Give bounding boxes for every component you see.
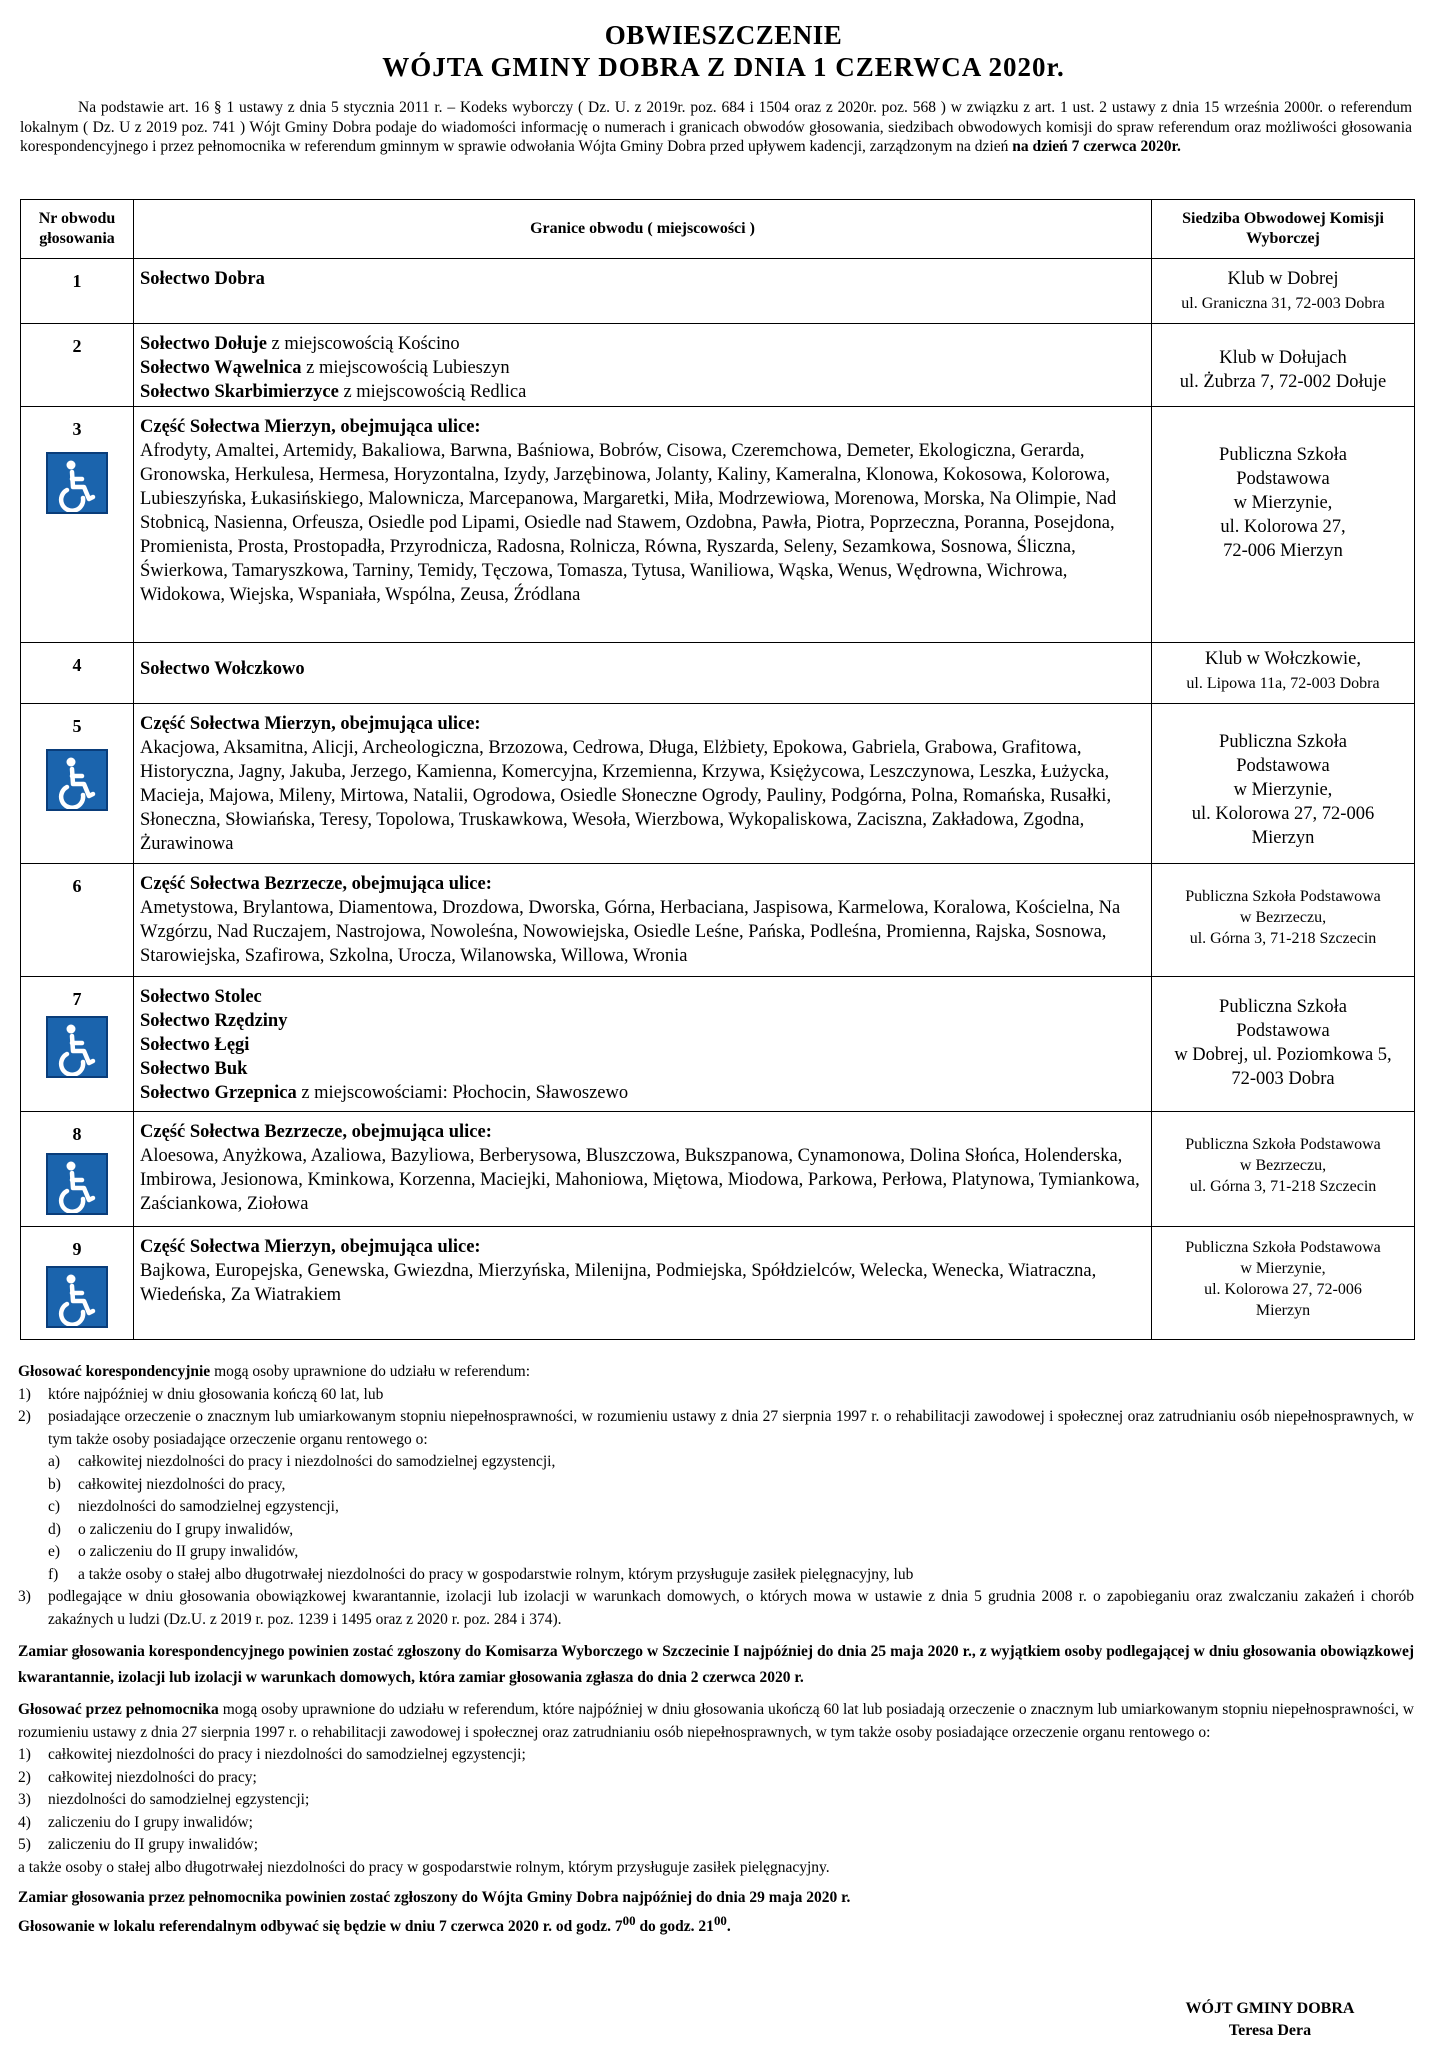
district-name: Sołectwo Wąwelnica <box>140 358 302 378</box>
table-row <box>21 1227 1415 1340</box>
table-row <box>21 407 1415 643</box>
seat-cell <box>1152 704 1414 858</box>
seat-line: Publiczna Szkoła <box>1219 997 1347 1017</box>
hours-text: do godz. 21 <box>635 1917 714 1935</box>
list-item <box>18 1541 1414 1564</box>
item-text: które najpóźniej w dniu głosowania kończą 60 lat, lub <box>48 1385 384 1403</box>
district-detail: z miejscowością Kościno <box>266 334 460 354</box>
table-row <box>21 259 1415 324</box>
header-boundaries: Granice obwodu ( miejscowości ) <box>134 200 1152 259</box>
seat-address: ul. Lipowa 11a, 72-003 Dobra <box>1186 675 1380 692</box>
lead-bold: Głosować korespondencyjnie <box>18 1363 211 1380</box>
seat-line: Publiczna Szkoła Podstawowa <box>1185 1136 1381 1153</box>
district-name: Sołectwo Dołuje <box>140 334 267 354</box>
seat-name: Klub w Wołczkowie, <box>1205 649 1361 669</box>
korespondencja-lead <box>18 1361 1414 1384</box>
district-detail: z miejscowością Redlica <box>338 382 527 402</box>
district-heading: Część Sołectwa Bezrzecze, obejmująca ulice: <box>140 1122 492 1142</box>
seat-line: 72-006 Mierzyn <box>1223 541 1343 561</box>
item-text: a także osoby o stałej albo długotrwałej niezdolności do pracy w gospodarstwie rolnym, którym przysługuje zasiłek pielęgnacyjny, lub <box>78 1565 914 1583</box>
seat-line: ul. Kolorowa 27, <box>1220 517 1346 537</box>
hours-sup: 00 <box>713 1912 727 1928</box>
header-nr: Nr obwodu głosowania <box>21 200 134 259</box>
table-row <box>21 643 1415 704</box>
item-number: 1) <box>18 1746 31 1763</box>
signature-name: Teresa Dera <box>1228 2022 1312 2039</box>
list-item <box>18 1789 1414 1812</box>
district-number: 9 <box>72 1239 82 1259</box>
korespondencja-deadline: Zamiar głosowania korespondencyjnego powinien zostać zgłoszony do Komisarza Wyborczego w Szczecinie I najpóźniej do dnia 25 maja 2020 r., z wyjątkiem osoby podlegającej w dniu głosowania obowiązkowej kwarantannie, izolacji lub izolacji w warunkach domowych, która zamiar głosowania zgłasza do dnia 2 czerwca 2020 r. <box>18 1643 1414 1686</box>
seat-line: Publiczna Szkoła <box>1219 732 1347 752</box>
seat-line: Publiczna Szkoła Podstawowa <box>1185 888 1381 905</box>
district-name: Sołectwo Skarbimierzyce <box>140 382 339 402</box>
seat-line: Mierzyn <box>1251 828 1315 848</box>
seat-cell <box>1152 643 1414 703</box>
seat-line: Podstawowa <box>1236 756 1330 776</box>
seat-line: Podstawowa <box>1236 1021 1330 1041</box>
pelnomocnik-lead <box>18 1699 1414 1744</box>
list-item <box>18 1744 1414 1767</box>
seat-line: ul. Górna 3, 71-218 Szczecin <box>1189 1178 1377 1195</box>
item-letter: c) <box>48 1498 61 1515</box>
seat-address: ul. Żubrza 7, 72-002 Dołuje <box>1179 372 1387 392</box>
seat-line: w Bezrzeczu, <box>1239 1157 1327 1174</box>
signature-block <box>1150 1998 1390 2042</box>
wheelchair-icon <box>46 1016 108 1078</box>
list-item <box>18 1406 1414 1451</box>
item-text: całkowitej niezdolności do pracy, <box>78 1475 286 1493</box>
street-list: Aloesowa, Anyżkowa, Azaliowa, Bazyliowa, Berberysowa, Bluszczowa, Bukszpanowa, Cynamonowa, Dolina Słońca, Holenderska, Imbirowa, Jesionowa, Kminkowa, Korzenna, Maciejki, Mahoniowa, Miętowa, Miodowa, Parkowa, Perłowa, Platynowa, Tymiankowa, Zaściankowa, Ziołowa <box>140 1146 1140 1214</box>
item-text: niezdolności do samodzielnej egzystencji, <box>78 1498 339 1515</box>
lead-bold: Głosować przez pełnomocnika <box>18 1701 219 1718</box>
list-item <box>18 1564 1414 1587</box>
seat-cell <box>1152 864 1414 957</box>
voting-rules <box>18 1361 1414 1938</box>
seat-name: Klub w Dołujach <box>1219 348 1347 368</box>
street-list: Afrodyty, Amaltei, Artemidy, Bakaliowa, Barwna, Baśniowa, Bobrów, Cisowa, Czeremchowa, Demeter, Ekologiczna, Gerarda, Gronowska, Herkulesa, Hermesa, Horyzontalna, Izydy, Jarzębinowa, Jolanty, Kaliny, Kameralna, Klonowa, Kokosowa, Kolorowa, Lubieszyńska, Łukasińskiego, Malownicza, Marcepanowa, Margaretki, Miła, Modrzewiowa, Morenowa, Morska, Na Olimpie, Nad Stobnicą, Nasienna, Orfeusza, Osiedle pod Lipami, Osiedle nad Stawem, Ozdobna, Pawła, Piotra, Poprzeczna, Poranna, Posejdona, Promienista, Prosta, Prostopadła, Przyrodnicza, Radosna, Rolnicza, Równa, Ryszarda, Seleny, Sezamkowa, Sosnowa, Śliczna, Świerkowa, Tamaryszkowa, Tarniny, Temidy, Tęczowa, Tomasza, Tytusa, Waniliowa, Wąska, Wenus, Wędrowna, Wichrowa, Widokowa, Wiejska, Wspaniała, Wspólna, Zeusa, Źródlana <box>140 441 1117 605</box>
seat-cell <box>1152 1227 1414 1329</box>
district-detail: z miejscowościami: Płochocin, Sławoszewo <box>296 1083 629 1103</box>
district-number: 1 <box>72 271 82 291</box>
district-heading: Część Sołectwa Mierzyn, obejmująca ulice: <box>140 417 481 437</box>
wheelchair-icon <box>46 452 108 514</box>
list-item <box>18 1474 1414 1497</box>
item-letter: e) <box>48 1543 61 1560</box>
district-number: 8 <box>72 1124 82 1144</box>
item-number: 1) <box>18 1385 31 1403</box>
list-item <box>18 1519 1414 1542</box>
street-list: Ametystowa, Brylantowa, Diamentowa, Drozdowa, Dworska, Górna, Herbaciana, Jaspisowa, Karmelowa, Koralowa, Kościelna, Na Wzgórzu, Nad Ruczajem, Nastrojowa, Nowoleśna, Nowowiejska, Osiedle Leśne, Pańska, Podleśna, Promienna, Rajska, Sosnowa, Starowiejska, Szafirowa, Szkolna, Urocza, Wilanowska, Willowa, Wronia <box>140 898 1121 966</box>
district-heading: Część Sołectwa Mierzyn, obejmująca ulice: <box>140 1237 481 1257</box>
item-letter: f) <box>48 1565 59 1583</box>
street-list: Bajkowa, Europejska, Genewska, Gwiezdna, Mierzyńska, Milenijna, Podmiejska, Spółdzielców, Welecka, Wenecka, Wiatraczna, Wiedeńska, Za Wiatrakiem <box>140 1261 1097 1305</box>
item-letter: b) <box>48 1475 61 1493</box>
header-seat: Siedziba Obwodowej Komisji Wyborczej <box>1152 200 1415 259</box>
hours-text: Głosowanie w lokalu referendalnym odbywać się będzie w dniu 7 czerwca 2020 r. od godz. 7 <box>18 1917 623 1935</box>
district-name: Sołectwo Łęgi <box>140 1035 250 1055</box>
seat-line: w Dobrej, ul. Poziomkowa 5, <box>1174 1045 1392 1065</box>
seat-cell <box>1152 259 1414 323</box>
seat-line: Mierzyn <box>1255 1302 1311 1319</box>
intro-text: Na podstawie art. 16 § 1 ustawy z dnia 5 stycznia 2011 r. – Kodeks wyborczy ( Dz. U. z 2019r. poz. 684 i 1504 oraz z 2020r. poz. 568 ) w związku z art. 1 ust. 2 ustawy z dnia 15 września 2000r. o referendum lokalnym ( Dz. U z 2019 poz. 741 ) Wójt Gminy Dobra podaje do wiadomości informację o numerach i granicach obwodów głosowania, siedzibach obwodowych komisji do spraw referendum oraz możliwości głosowania korespondencyjnego i przez pełnomocnika w referendum gminnym w sprawie odwołania Wójta Gminy Dobra przed upływem kadencji, zarządzonym na dzień <box>20 99 1412 155</box>
item-number: 4) <box>18 1813 31 1831</box>
seat-line: w Mierzynie, <box>1240 1260 1326 1277</box>
seat-line: w Bezrzeczu, <box>1239 909 1327 926</box>
district-detail: z miejscowością Lubieszyn <box>301 358 510 378</box>
item-text: całkowitej niezdolności do pracy; <box>48 1768 257 1786</box>
seat-cell <box>1152 324 1414 402</box>
item-text: całkowitej niezdolności do pracy i niezdolności do samodzielnej egzystencji, <box>78 1453 556 1470</box>
district-heading: Część Sołectwa Bezrzecze, obejmująca ulice: <box>140 874 492 894</box>
table-row <box>21 1112 1415 1227</box>
item-text: zaliczeniu do II grupy inwalidów; <box>48 1836 259 1853</box>
title-line-2: WÓJTA GMINY DOBRA Z DNIA 1 CZERWCA 2020r. <box>382 52 1065 82</box>
item-letter: a) <box>48 1453 61 1470</box>
district-number: 5 <box>72 716 82 736</box>
seat-line: ul. Kolorowa 27, 72-006 <box>1204 1281 1362 1298</box>
list-item <box>18 1586 1414 1631</box>
pelnomocnik-tail: a także osoby o stałej albo długotrwałej niezdolności do pracy w gospodarstwie rolnym, którym przysługuje zasiłek pielęgnacyjny. <box>18 1858 830 1876</box>
seat-cell <box>1152 1112 1414 1205</box>
title-line-1: OBWIESZCZENIE <box>604 20 843 50</box>
item-number: 3) <box>18 1791 31 1808</box>
district-name: Sołectwo Rzędziny <box>140 1011 288 1031</box>
footer-deadline: Zamiar głosowania przez pełnomocnika powinien zostać zgłoszony do Wójta Gminy Dobra najpóźniej do dnia 29 maja 2020 r. <box>18 1889 851 1906</box>
list-item <box>18 1496 1414 1519</box>
seat-cell <box>1152 977 1414 1099</box>
district-name: Sołectwo Buk <box>140 1059 248 1079</box>
table-row <box>21 864 1415 977</box>
intro-date: na dzień 7 czerwca 2020r. <box>1012 138 1181 155</box>
seat-line: Publiczna Szkoła <box>1219 445 1347 465</box>
district-name: Sołectwo Wołczkowo <box>140 659 305 679</box>
item-text: zaliczeniu do I grupy inwalidów; <box>48 1813 253 1831</box>
item-text: podlegające w dniu głosowania obowiązkowej kwarantannie, izolacji lub izolacji w warunkach domowych, o których mowa w ustawie z dnia 5 grudnia 2008 r. o zapobieganiu oraz zwalczaniu zakażeń i chorób zakaźnych u ludzi (Dz.U. z 2019 r. poz. 1239 i 1495 oraz z 2020 r. poz. 284 i 374). <box>48 1588 1414 1628</box>
table-row <box>21 324 1415 407</box>
item-number: 5) <box>18 1836 31 1853</box>
table-row <box>21 977 1415 1112</box>
seat-line: w Mierzynie, <box>1233 780 1333 800</box>
item-text: niezdolności do samodzielnej egzystencji; <box>48 1791 310 1808</box>
item-text: o zaliczeniu do II grupy inwalidów, <box>78 1543 299 1560</box>
district-number: 4 <box>72 655 82 675</box>
district-name: Sołectwo Stolec <box>140 987 262 1007</box>
district-number: 7 <box>72 989 82 1009</box>
lead-text: mogą osoby uprawnione do udziału w referendum: <box>210 1363 531 1380</box>
street-list: Akacjowa, Aksamitna, Alicji, Archeologiczna, Brzozowa, Cedrowa, Długa, Elżbiety, Epokowa, Gabriela, Grabowa, Grafitowa, Historyczna, Jagny, Jakuba, Jerzego, Kamienna, Komercyjna, Krzemienna, Krzywa, Księżycowa, Leszczynowa, Leszka, Łużycka, Macieja, Majowa, Mileny, Mirtowa, Natalii, Ogrodowa, Osiedle Słoneczne Ogrody, Pauliny, Podgórna, Polna, Romańska, Rusałki, Słoneczna, Słowiańska, Teresy, Topolowa, Truskawkowa, Wesoła, Wierzbowa, Wykopaliskowa, Zaciszna, Zakładowa, Zgodna, Żurawinowa <box>140 738 1112 854</box>
seat-address: ul. Graniczna 31, 72-003 Dobra <box>1181 295 1385 312</box>
item-text: o zaliczeniu do I grupy inwalidów, <box>78 1520 294 1538</box>
district-number: 3 <box>72 419 82 439</box>
seat-line: w Mierzynie, <box>1233 493 1333 513</box>
district-name: Sołectwo Dobra <box>140 269 265 289</box>
seat-cell <box>1152 407 1414 571</box>
table-row <box>21 704 1415 864</box>
item-text: całkowitej niezdolności do pracy i niezdolności do samodzielnej egzystencji; <box>48 1746 526 1763</box>
district-heading: Część Sołectwa Mierzyn, obejmująca ulice: <box>140 714 481 734</box>
wheelchair-icon <box>46 1153 108 1215</box>
hours-text: . <box>726 1917 731 1935</box>
item-text: posiadające orzeczenie o znacznym lub umiarkowanym stopniu niepełnosprawności, w rozumieniu ustawy z dnia 27 sierpnia 1997 r. o rehabilitacji zawodowej i społecznej oraz zatrudnianiu osób niepełnosprawnych, w tym także osoby posiadające orzeczenie organu rentowego o: <box>48 1408 1414 1448</box>
seat-line: ul. Górna 3, 71-218 Szczecin <box>1189 930 1377 947</box>
district-name: Sołectwo Grzepnica <box>140 1083 297 1103</box>
seat-line: Podstawowa <box>1236 469 1330 489</box>
signature-title: WÓJT GMINY DOBRA <box>1185 2000 1355 2017</box>
item-letter: d) <box>48 1520 61 1538</box>
list-item <box>18 1812 1414 1835</box>
list-item <box>18 1834 1414 1857</box>
item-number: 2) <box>18 1408 31 1425</box>
hours-sup: 00 <box>622 1912 636 1928</box>
district-number: 2 <box>72 336 82 356</box>
intro-paragraph <box>20 98 1412 157</box>
table-header-row <box>21 200 1415 259</box>
seat-line: 72-003 Dobra <box>1231 1069 1335 1089</box>
list-item <box>18 1451 1414 1474</box>
footer-voting-hours <box>18 1910 1414 1939</box>
item-number: 2) <box>18 1768 31 1786</box>
district-number: 6 <box>72 876 82 896</box>
item-number: 3) <box>18 1588 31 1605</box>
district-parts <box>134 324 1151 406</box>
wheelchair-icon <box>46 749 108 811</box>
wheelchair-icon <box>46 1266 108 1328</box>
seat-name: Klub w Dobrej <box>1227 269 1339 289</box>
district-table <box>20 199 1415 1340</box>
list-item <box>18 1384 1414 1407</box>
seat-line: ul. Kolorowa 27, 72-006 <box>1191 804 1375 824</box>
seat-line: Publiczna Szkoła Podstawowa <box>1185 1239 1381 1256</box>
list-item <box>18 1767 1414 1790</box>
lead-text: mogą osoby uprawnione do udziału w referendum, które najpóźniej w dniu głosowania ukończą 60 lat lub posiadają orzeczenie o znacznym lub umiarkowanym stopniu niepełnosprawności, w rozumieniu ustawy z dnia 27 sierpnia 1997 r. o rehabilitacji zawodowej i społecznej oraz zatrudnianiu osób niepełnosprawnych, w tym także osoby posiadające orzeczenie organu rentowego o: <box>18 1701 1415 1741</box>
